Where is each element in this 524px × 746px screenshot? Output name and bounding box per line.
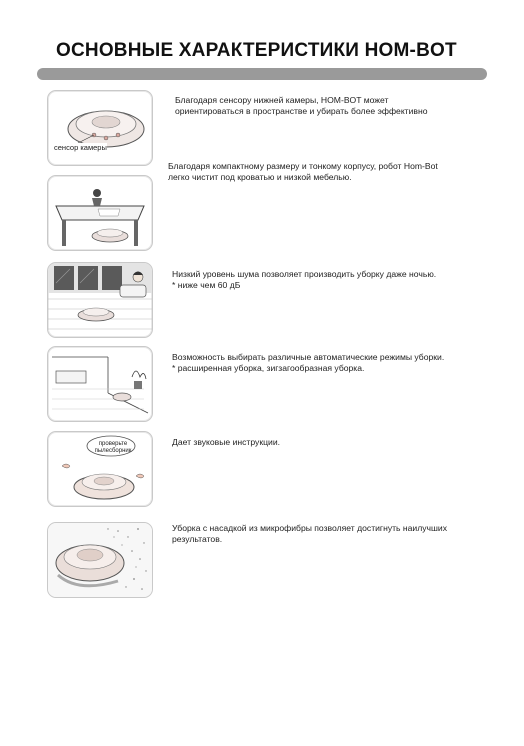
robot-night-room-illustration xyxy=(48,263,152,337)
page-title: ОСНОВНЫЕ ХАРАКТЕРИСТИКИ HOM-BOT xyxy=(56,40,457,61)
voice-speech-bubble: проверьте пылесборник xyxy=(94,441,132,454)
feature-description: Низкий уровень шума позволяет производить уборку даже ночью. * ниже чем 60 дБ xyxy=(172,269,437,290)
robot-camera-illustration xyxy=(48,91,152,165)
robot-under-table-illustration xyxy=(48,176,152,250)
feature-description: Возможность выбирать различные автоматические режимы уборки. * расширенная уборка, зигзагообразная уборка. xyxy=(172,352,445,373)
feature-image-cleaning-path xyxy=(47,346,153,422)
robot-microfiber-illustration xyxy=(48,523,152,597)
robot-cleaning-path-illustration xyxy=(48,347,152,421)
title-divider-bar xyxy=(37,68,487,80)
feature-description: Уборка с насадкой из микрофибры позволяет достигнуть наилучших результатов. xyxy=(172,523,448,544)
feature-description: Благодаря компактному размеру и тонкому корпусу, робот Hom-Bot легко чистит под кроватью и низкой мебелью. xyxy=(168,161,438,182)
feature-image-camera-sensor xyxy=(47,90,153,166)
feature-image-under-table xyxy=(47,175,153,251)
feature-image-voice-robot xyxy=(47,431,153,507)
feature-image-night-room xyxy=(47,262,153,338)
feature-description: Благодаря сенсору нижней камеры, HOM-BOT может ориентироваться в пространстве и убирать более эффективно xyxy=(175,95,428,116)
camera-sensor-caption: сенсор камеры xyxy=(54,143,107,152)
feature-image-microfiber xyxy=(47,522,153,598)
feature-description: Дает звуковые инструкции. xyxy=(172,437,281,447)
